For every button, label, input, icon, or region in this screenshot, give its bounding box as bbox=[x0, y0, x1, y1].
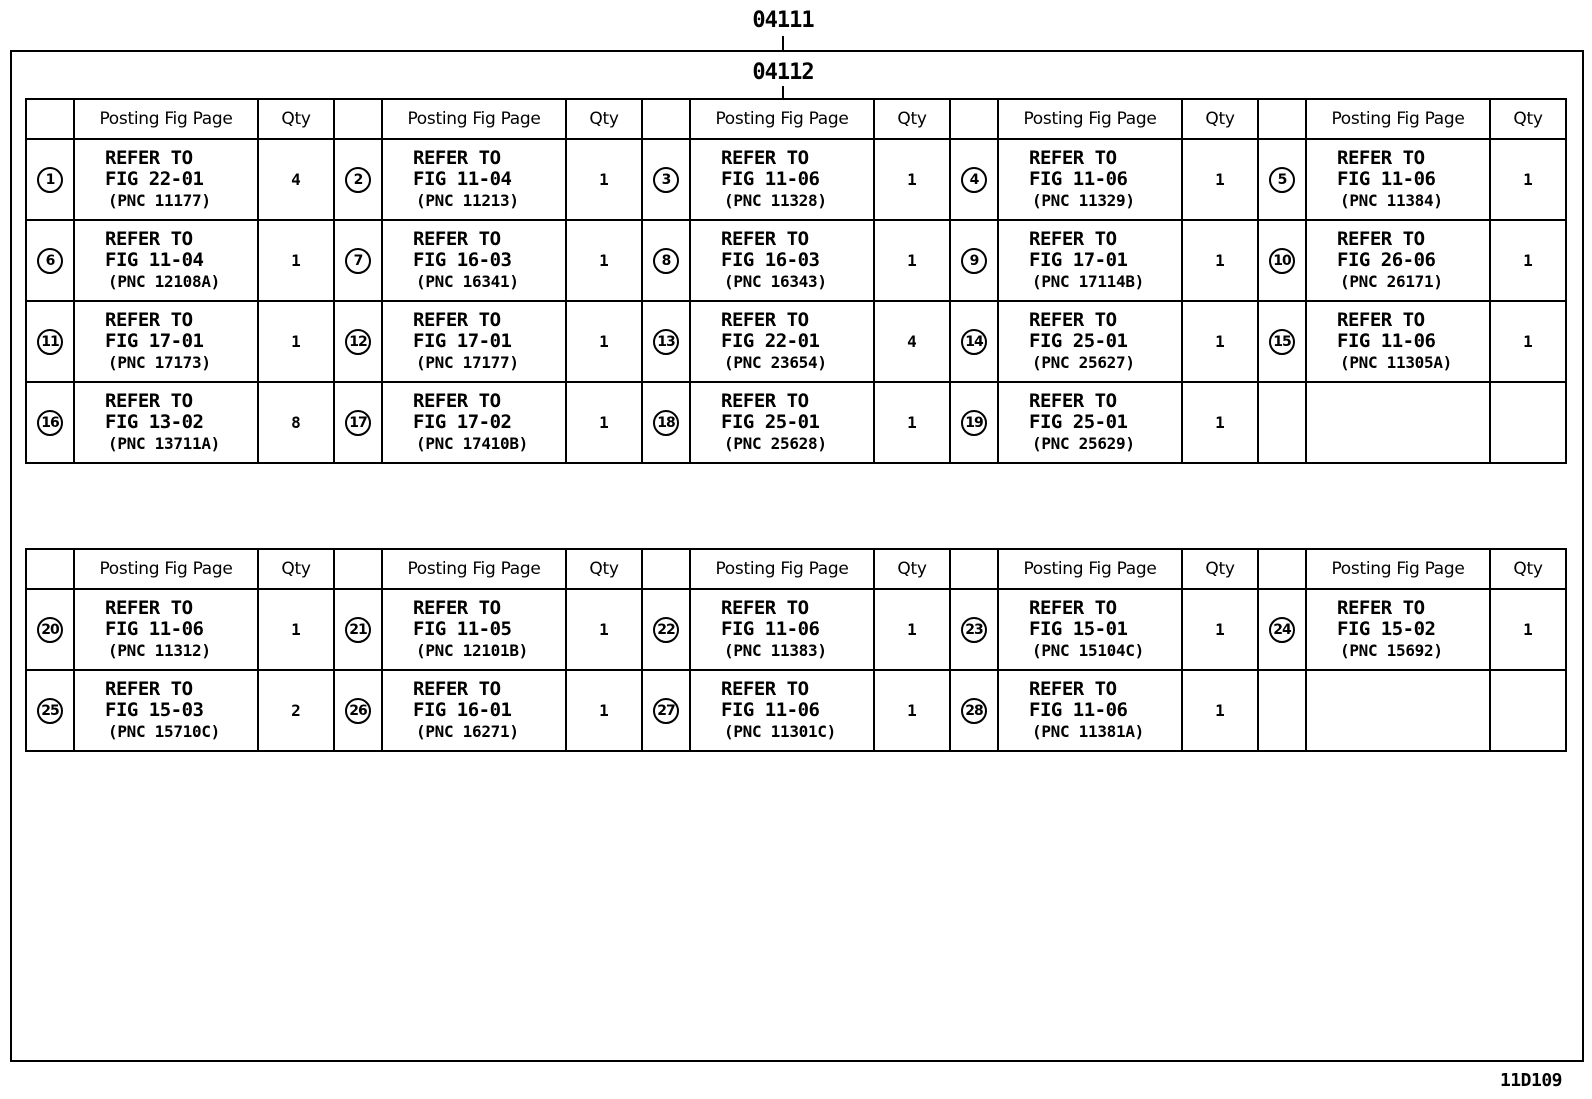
refer-to-text: REFER TO bbox=[413, 228, 501, 250]
header-qty: Qty bbox=[1490, 99, 1566, 139]
item-number-cell bbox=[950, 589, 998, 670]
reference-cell bbox=[1306, 139, 1490, 220]
qty-value: 1 bbox=[1215, 170, 1225, 189]
callout-number: 11 bbox=[37, 329, 63, 355]
header-num-cell bbox=[950, 99, 998, 139]
qty-cell bbox=[874, 670, 950, 751]
pnc-text: (PNC 16271) bbox=[416, 722, 519, 741]
pnc-text: (PNC 12101B) bbox=[416, 641, 528, 660]
qty-value: 1 bbox=[599, 170, 609, 189]
item-number-cell bbox=[950, 139, 998, 220]
header-num-cell bbox=[26, 549, 74, 589]
qty-cell bbox=[1490, 301, 1566, 382]
refer-to-text: REFER TO bbox=[413, 309, 501, 331]
qty-cell bbox=[1182, 220, 1258, 301]
reference-cell bbox=[1306, 670, 1490, 751]
callout-number: 21 bbox=[345, 617, 371, 643]
header-num-cell bbox=[1258, 99, 1306, 139]
header-posting-fig-page: Posting Fig Page bbox=[998, 549, 1182, 589]
qty-value: 8 bbox=[291, 413, 301, 432]
reference-table-1 bbox=[25, 98, 1567, 464]
fig-text: FIG 25-01 bbox=[1029, 330, 1128, 352]
reference-cell bbox=[998, 139, 1182, 220]
refer-to-text: REFER TO bbox=[721, 678, 809, 700]
item-number-cell bbox=[1258, 220, 1306, 301]
header-num-cell bbox=[1258, 549, 1306, 589]
qty-cell bbox=[874, 589, 950, 670]
fig-text: FIG 17-01 bbox=[413, 330, 512, 352]
item-number-cell bbox=[26, 301, 74, 382]
pnc-text: (PNC 25629) bbox=[1032, 434, 1135, 453]
header-posting-fig-page: Posting Fig Page bbox=[690, 99, 874, 139]
qty-value: 1 bbox=[599, 332, 609, 351]
qty-value: 4 bbox=[291, 170, 301, 189]
table-row bbox=[26, 220, 1566, 301]
header-qty: Qty bbox=[1182, 99, 1258, 139]
fig-text: FIG 15-02 bbox=[1337, 618, 1436, 640]
item-number-cell bbox=[26, 589, 74, 670]
reference-cell bbox=[690, 589, 874, 670]
reference-cell bbox=[382, 382, 566, 463]
reference-cell bbox=[382, 301, 566, 382]
qty-cell bbox=[1182, 139, 1258, 220]
callout-number: 22 bbox=[653, 617, 679, 643]
pnc-text: (PNC 25628) bbox=[724, 434, 827, 453]
fig-text: FIG 11-06 bbox=[105, 618, 204, 640]
callout-number: 13 bbox=[653, 329, 679, 355]
fig-text: FIG 16-01 bbox=[413, 699, 512, 721]
pnc-text: (PNC 26171) bbox=[1340, 272, 1443, 291]
header-num-cell bbox=[26, 99, 74, 139]
pnc-text: (PNC 16343) bbox=[724, 272, 827, 291]
header-posting-fig-page: Posting Fig Page bbox=[74, 549, 258, 589]
fig-text: FIG 15-01 bbox=[1029, 618, 1128, 640]
refer-to-text: REFER TO bbox=[105, 597, 193, 619]
reference-cell bbox=[382, 139, 566, 220]
qty-value: 1 bbox=[1523, 251, 1533, 270]
item-number-cell bbox=[1258, 301, 1306, 382]
callout-number: 7 bbox=[345, 248, 371, 274]
callout-number: 16 bbox=[37, 410, 63, 436]
item-number-cell bbox=[1258, 670, 1306, 751]
item-number-cell bbox=[950, 220, 998, 301]
reference-cell bbox=[690, 220, 874, 301]
pnc-text: (PNC 17177) bbox=[416, 353, 519, 372]
fig-text: FIG 17-01 bbox=[1029, 249, 1128, 271]
fig-text: FIG 11-04 bbox=[413, 168, 512, 190]
qty-value: 1 bbox=[1215, 251, 1225, 270]
callout-number: 6 bbox=[37, 248, 63, 274]
callout-number: 23 bbox=[961, 617, 987, 643]
item-number-cell bbox=[642, 139, 690, 220]
pnc-text: (PNC 15692) bbox=[1340, 641, 1443, 660]
header-num-cell bbox=[642, 549, 690, 589]
refer-to-text: REFER TO bbox=[721, 147, 809, 169]
qty-cell bbox=[566, 220, 642, 301]
refer-to-text: REFER TO bbox=[1029, 390, 1117, 412]
item-number-cell bbox=[950, 301, 998, 382]
qty-value: 1 bbox=[1523, 332, 1533, 351]
item-number-cell bbox=[26, 220, 74, 301]
pnc-text: (PNC 16341) bbox=[416, 272, 519, 291]
qty-cell bbox=[1490, 220, 1566, 301]
qty-value: 1 bbox=[599, 251, 609, 270]
callout-number: 28 bbox=[961, 698, 987, 724]
header-qty: Qty bbox=[566, 549, 642, 589]
qty-cell bbox=[1182, 301, 1258, 382]
pnc-text: (PNC 11329) bbox=[1032, 191, 1135, 210]
refer-to-text: REFER TO bbox=[1337, 147, 1425, 169]
qty-value: 1 bbox=[1215, 701, 1225, 720]
qty-cell bbox=[1182, 382, 1258, 463]
qty-value: 1 bbox=[907, 170, 917, 189]
callout-number: 24 bbox=[1269, 617, 1295, 643]
callout-number: 2 bbox=[345, 167, 371, 193]
fig-text: FIG 25-01 bbox=[721, 411, 820, 433]
reference-cell bbox=[690, 670, 874, 751]
reference-cell bbox=[382, 220, 566, 301]
fig-text: FIG 16-03 bbox=[721, 249, 820, 271]
callout-number: 14 bbox=[961, 329, 987, 355]
qty-value: 1 bbox=[1215, 413, 1225, 432]
reference-cell bbox=[1306, 382, 1490, 463]
refer-to-text: REFER TO bbox=[413, 147, 501, 169]
item-number-cell bbox=[950, 670, 998, 751]
reference-cell bbox=[998, 670, 1182, 751]
reference-cell bbox=[1306, 589, 1490, 670]
reference-cell bbox=[998, 301, 1182, 382]
qty-cell bbox=[258, 139, 334, 220]
qty-cell bbox=[566, 670, 642, 751]
qty-cell bbox=[566, 589, 642, 670]
reference-cell bbox=[998, 220, 1182, 301]
fig-text: FIG 26-06 bbox=[1337, 249, 1436, 271]
refer-to-text: REFER TO bbox=[105, 309, 193, 331]
fig-text: FIG 11-06 bbox=[721, 168, 820, 190]
callout-number: 8 bbox=[653, 248, 679, 274]
pnc-text: (PNC 17173) bbox=[108, 353, 211, 372]
header-qty: Qty bbox=[566, 99, 642, 139]
refer-to-text: REFER TO bbox=[105, 390, 193, 412]
pnc-text: (PNC 11301C) bbox=[724, 722, 836, 741]
refer-to-text: REFER TO bbox=[1029, 309, 1117, 331]
qty-cell bbox=[566, 139, 642, 220]
callout-number: 20 bbox=[37, 617, 63, 643]
qty-cell bbox=[258, 301, 334, 382]
header-posting-fig-page: Posting Fig Page bbox=[74, 99, 258, 139]
callout-number: 12 bbox=[345, 329, 371, 355]
item-number-cell bbox=[334, 670, 382, 751]
callout-number: 17 bbox=[345, 410, 371, 436]
reference-cell bbox=[1306, 301, 1490, 382]
refer-to-text: REFER TO bbox=[105, 147, 193, 169]
header-posting-fig-page: Posting Fig Page bbox=[1306, 549, 1490, 589]
qty-cell bbox=[258, 382, 334, 463]
fig-text: FIG 11-06 bbox=[1337, 168, 1436, 190]
item-number-cell bbox=[334, 301, 382, 382]
callout-number: 5 bbox=[1269, 167, 1295, 193]
reference-cell bbox=[74, 670, 258, 751]
item-number-cell bbox=[26, 139, 74, 220]
fig-text: FIG 22-01 bbox=[105, 168, 204, 190]
qty-cell bbox=[1490, 589, 1566, 670]
callout-number: 15 bbox=[1269, 329, 1295, 355]
pnc-text: (PNC 11384) bbox=[1340, 191, 1443, 210]
reference-cell bbox=[74, 220, 258, 301]
refer-to-text: REFER TO bbox=[721, 597, 809, 619]
fig-text: FIG 11-06 bbox=[721, 618, 820, 640]
pnc-text: (PNC 12108A) bbox=[108, 272, 220, 291]
reference-cell bbox=[690, 301, 874, 382]
qty-value: 1 bbox=[599, 413, 609, 432]
reference-cell bbox=[998, 589, 1182, 670]
item-number-cell bbox=[642, 220, 690, 301]
fig-text: FIG 25-01 bbox=[1029, 411, 1128, 433]
pnc-text: (PNC 17114B) bbox=[1032, 272, 1144, 291]
item-number-cell bbox=[1258, 139, 1306, 220]
item-number-cell bbox=[334, 382, 382, 463]
fig-text: FIG 22-01 bbox=[721, 330, 820, 352]
qty-value: 1 bbox=[907, 251, 917, 270]
reference-cell bbox=[998, 382, 1182, 463]
table-row bbox=[26, 589, 1566, 670]
qty-cell bbox=[874, 220, 950, 301]
fig-text: FIG 17-01 bbox=[105, 330, 204, 352]
item-number-cell bbox=[26, 670, 74, 751]
qty-cell bbox=[1490, 139, 1566, 220]
qty-cell bbox=[874, 139, 950, 220]
pnc-text: (PNC 17410B) bbox=[416, 434, 528, 453]
qty-value: 1 bbox=[907, 701, 917, 720]
item-number-cell bbox=[642, 301, 690, 382]
header-num-cell bbox=[950, 549, 998, 589]
pnc-text: (PNC 15104C) bbox=[1032, 641, 1144, 660]
refer-to-text: REFER TO bbox=[1029, 597, 1117, 619]
qty-cell bbox=[874, 382, 950, 463]
qty-value: 1 bbox=[907, 413, 917, 432]
header-num-cell bbox=[334, 549, 382, 589]
fig-text: FIG 11-05 bbox=[413, 618, 512, 640]
qty-cell bbox=[566, 382, 642, 463]
refer-to-text: REFER TO bbox=[105, 228, 193, 250]
refer-to-text: REFER TO bbox=[1337, 228, 1425, 250]
table-row bbox=[26, 301, 1566, 382]
item-number-cell bbox=[334, 220, 382, 301]
fig-text: FIG 11-06 bbox=[1029, 699, 1128, 721]
illustration-code: 11D109 bbox=[1499, 1070, 1562, 1091]
qty-cell bbox=[1182, 589, 1258, 670]
refer-to-text: REFER TO bbox=[1029, 678, 1117, 700]
refer-to-text: REFER TO bbox=[1029, 228, 1117, 250]
callout-number: 27 bbox=[653, 698, 679, 724]
fig-text: FIG 11-06 bbox=[1337, 330, 1436, 352]
header-qty: Qty bbox=[1182, 549, 1258, 589]
fig-text: FIG 16-03 bbox=[413, 249, 512, 271]
refer-to-text: REFER TO bbox=[721, 228, 809, 250]
callout-number: 10 bbox=[1269, 248, 1295, 274]
reference-cell bbox=[382, 589, 566, 670]
qty-cell bbox=[258, 589, 334, 670]
item-number-cell bbox=[26, 382, 74, 463]
qty-cell bbox=[1490, 382, 1566, 463]
qty-value: 1 bbox=[1215, 332, 1225, 351]
pnc-text: (PNC 13711A) bbox=[108, 434, 220, 453]
header-num-cell bbox=[642, 99, 690, 139]
qty-value: 1 bbox=[291, 620, 301, 639]
header-qty: Qty bbox=[874, 549, 950, 589]
header-posting-fig-page: Posting Fig Page bbox=[382, 99, 566, 139]
assembly-code-inner: 04112 bbox=[752, 60, 814, 85]
fig-text: FIG 17-02 bbox=[413, 411, 512, 433]
qty-cell bbox=[258, 670, 334, 751]
header-qty: Qty bbox=[874, 99, 950, 139]
pnc-text: (PNC 23654) bbox=[724, 353, 827, 372]
table-row bbox=[26, 382, 1566, 463]
pnc-text: (PNC 11381A) bbox=[1032, 722, 1144, 741]
qty-cell bbox=[1182, 670, 1258, 751]
reference-cell bbox=[74, 301, 258, 382]
header-posting-fig-page: Posting Fig Page bbox=[1306, 99, 1490, 139]
qty-value: 1 bbox=[1215, 620, 1225, 639]
table-header-row bbox=[26, 549, 1566, 589]
refer-to-text: REFER TO bbox=[721, 309, 809, 331]
fig-text: FIG 15-03 bbox=[105, 699, 204, 721]
item-number-cell bbox=[642, 382, 690, 463]
refer-to-text: REFER TO bbox=[413, 390, 501, 412]
pnc-text: (PNC 11312) bbox=[108, 641, 211, 660]
header-qty: Qty bbox=[1490, 549, 1566, 589]
leader-line-top bbox=[782, 36, 784, 50]
callout-number: 26 bbox=[345, 698, 371, 724]
pnc-text: (PNC 15710C) bbox=[108, 722, 220, 741]
refer-to-text: REFER TO bbox=[721, 390, 809, 412]
qty-cell bbox=[1490, 670, 1566, 751]
pnc-text: (PNC 11328) bbox=[724, 191, 827, 210]
item-number-cell bbox=[1258, 589, 1306, 670]
callout-number: 25 bbox=[37, 698, 63, 724]
callout-number: 18 bbox=[653, 410, 679, 436]
item-number-cell bbox=[950, 382, 998, 463]
item-number-cell bbox=[642, 670, 690, 751]
item-number-cell bbox=[1258, 382, 1306, 463]
qty-value: 4 bbox=[907, 332, 917, 351]
reference-cell bbox=[74, 382, 258, 463]
table-row bbox=[26, 139, 1566, 220]
callout-number: 19 bbox=[961, 410, 987, 436]
assembly-code-top: 04111 bbox=[752, 8, 814, 33]
callout-number: 9 bbox=[961, 248, 987, 274]
pnc-text: (PNC 25627) bbox=[1032, 353, 1135, 372]
header-num-cell bbox=[334, 99, 382, 139]
pnc-text: (PNC 11383) bbox=[724, 641, 827, 660]
pnc-text: (PNC 11213) bbox=[416, 191, 519, 210]
header-posting-fig-page: Posting Fig Page bbox=[382, 549, 566, 589]
qty-cell bbox=[874, 301, 950, 382]
header-posting-fig-page: Posting Fig Page bbox=[690, 549, 874, 589]
pnc-text: (PNC 11305A) bbox=[1340, 353, 1452, 372]
reference-cell bbox=[382, 670, 566, 751]
qty-value: 1 bbox=[599, 620, 609, 639]
pnc-text: (PNC 11177) bbox=[108, 191, 211, 210]
fig-text: FIG 13-02 bbox=[105, 411, 204, 433]
refer-to-text: REFER TO bbox=[1029, 147, 1117, 169]
reference-cell bbox=[690, 382, 874, 463]
qty-value: 1 bbox=[291, 251, 301, 270]
qty-value: 1 bbox=[599, 701, 609, 720]
qty-value: 1 bbox=[291, 332, 301, 351]
refer-to-text: REFER TO bbox=[1337, 597, 1425, 619]
qty-cell bbox=[258, 220, 334, 301]
callout-number: 4 bbox=[961, 167, 987, 193]
table-header-row bbox=[26, 99, 1566, 139]
qty-value: 2 bbox=[291, 701, 301, 720]
reference-cell bbox=[74, 589, 258, 670]
fig-text: FIG 11-06 bbox=[721, 699, 820, 721]
refer-to-text: REFER TO bbox=[105, 678, 193, 700]
refer-to-text: REFER TO bbox=[413, 678, 501, 700]
fig-text: FIG 11-06 bbox=[1029, 168, 1128, 190]
item-number-cell bbox=[334, 139, 382, 220]
callout-number: 1 bbox=[37, 167, 63, 193]
table-row bbox=[26, 670, 1566, 751]
qty-value: 1 bbox=[1523, 170, 1533, 189]
refer-to-text: REFER TO bbox=[1337, 309, 1425, 331]
qty-value: 1 bbox=[1523, 620, 1533, 639]
header-qty: Qty bbox=[258, 99, 334, 139]
qty-cell bbox=[566, 301, 642, 382]
reference-cell bbox=[690, 139, 874, 220]
fig-text: FIG 11-04 bbox=[105, 249, 204, 271]
item-number-cell bbox=[642, 589, 690, 670]
reference-cell bbox=[74, 139, 258, 220]
qty-value: 1 bbox=[907, 620, 917, 639]
callout-number: 3 bbox=[653, 167, 679, 193]
reference-cell bbox=[1306, 220, 1490, 301]
refer-to-text: REFER TO bbox=[413, 597, 501, 619]
header-posting-fig-page: Posting Fig Page bbox=[998, 99, 1182, 139]
header-qty: Qty bbox=[258, 549, 334, 589]
item-number-cell bbox=[334, 589, 382, 670]
reference-table-2 bbox=[25, 548, 1567, 752]
